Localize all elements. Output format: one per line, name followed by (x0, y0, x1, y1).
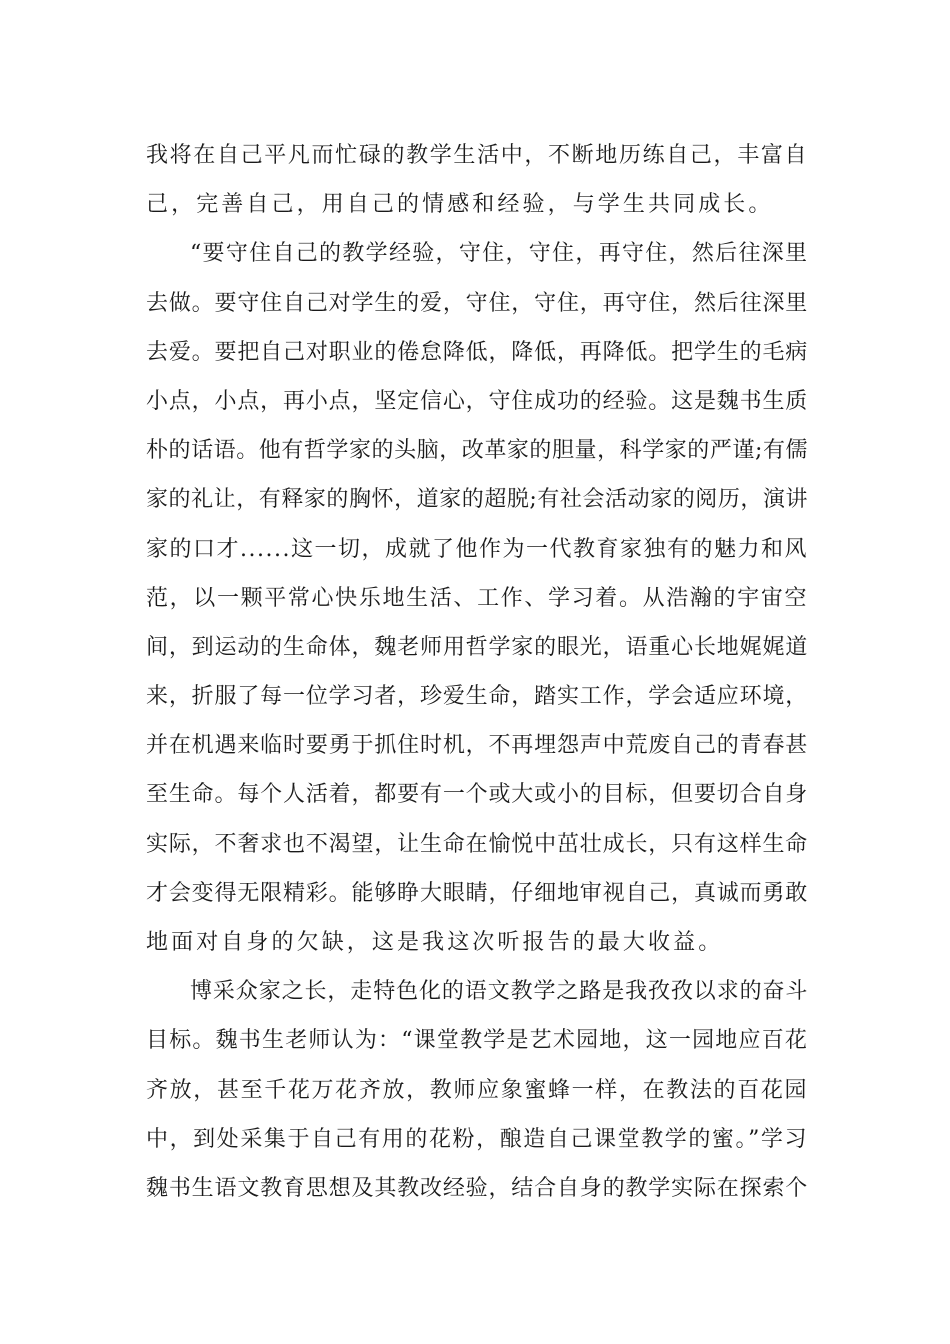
body-text (146, 131, 808, 1213)
text-line: 去爱。要把自己对职业的倦怠降低，降低，再降低。把学生的毛病 (146, 339, 808, 365)
text-line: 我将在自己平凡而忙碌的教学生活中，不断地历练自己，丰富自 (146, 143, 808, 168)
text-line: 己，完善自己，用自己的情感和经验，与学生共同成长。 (146, 192, 774, 218)
text-line: 间，到运动的生命体，魏老师用哲学家的眼光，语重心长地娓娓道 (146, 634, 808, 660)
text-line: 朴的话语。他有哲学家的头脑，改革家的胆量，科学家的严谨;有儒 (146, 438, 808, 464)
text-line: 齐放，甚至千花万花齐放，教师应象蜜蜂一样，在教法的百花园 (146, 1077, 808, 1103)
text-line: 家的礼让，有释家的胸怀，道家的超脱;有社会活动家的阅历，演讲 (146, 487, 808, 513)
text-line: 目标。魏书生老师认为：“课堂教学是艺术园地，这一园地应百花 (146, 1028, 808, 1054)
text-line: 去做。要守住自己对学生的爱，守住，守住，再守住，然后往深里 (146, 290, 808, 316)
text-line: 实际，不奢求也不渴望，让生命在愉悦中茁壮成长，只有这样生命 (146, 831, 808, 857)
text-line: 家的口才......这一切，成就了他作为一代教育家独有的魅力和风 (146, 536, 808, 562)
text-line: 并在机遇来临时要勇于抓住时机，不再埋怨声中荒废自己的青春甚 (146, 733, 808, 759)
text-line: 至生命。每个人活着，都要有一个或大或小的目标，但要切合自身 (146, 782, 808, 808)
text-line: 才会变得无限精彩。能够睁大眼睛，仔细地审视自己，真诚而勇敢 (146, 880, 808, 906)
text-line: 范，以一颗平常心快乐地生活、工作、学习着。从浩瀚的宇宙空 (146, 585, 808, 611)
text-line: 中，到处采集于自己有用的花粉，酿造自己课堂教学的蜜。”学习 (146, 1126, 808, 1152)
text-line: “要守住自己的教学经验，守住，守住，再守住，然后往深里 (190, 241, 809, 267)
text-line: 博采众家之长，走特色化的语文教学之路是我孜孜以求的奋斗 (190, 979, 809, 1005)
text-line: 来，折服了每一位学习者，珍爱生命，踏实工作，学会适应环境， (146, 684, 808, 710)
text-line: 地面对自身的欠缺，这是我这次听报告的最大收益。 (146, 930, 724, 955)
text-line: 魏书生语文教育思想及其教改经验，结合自身的教学实际在探索个 (146, 1175, 808, 1201)
text-line: 小点，小点，再小点，坚定信心，守住成功的经验。这是魏书生质 (146, 388, 808, 414)
